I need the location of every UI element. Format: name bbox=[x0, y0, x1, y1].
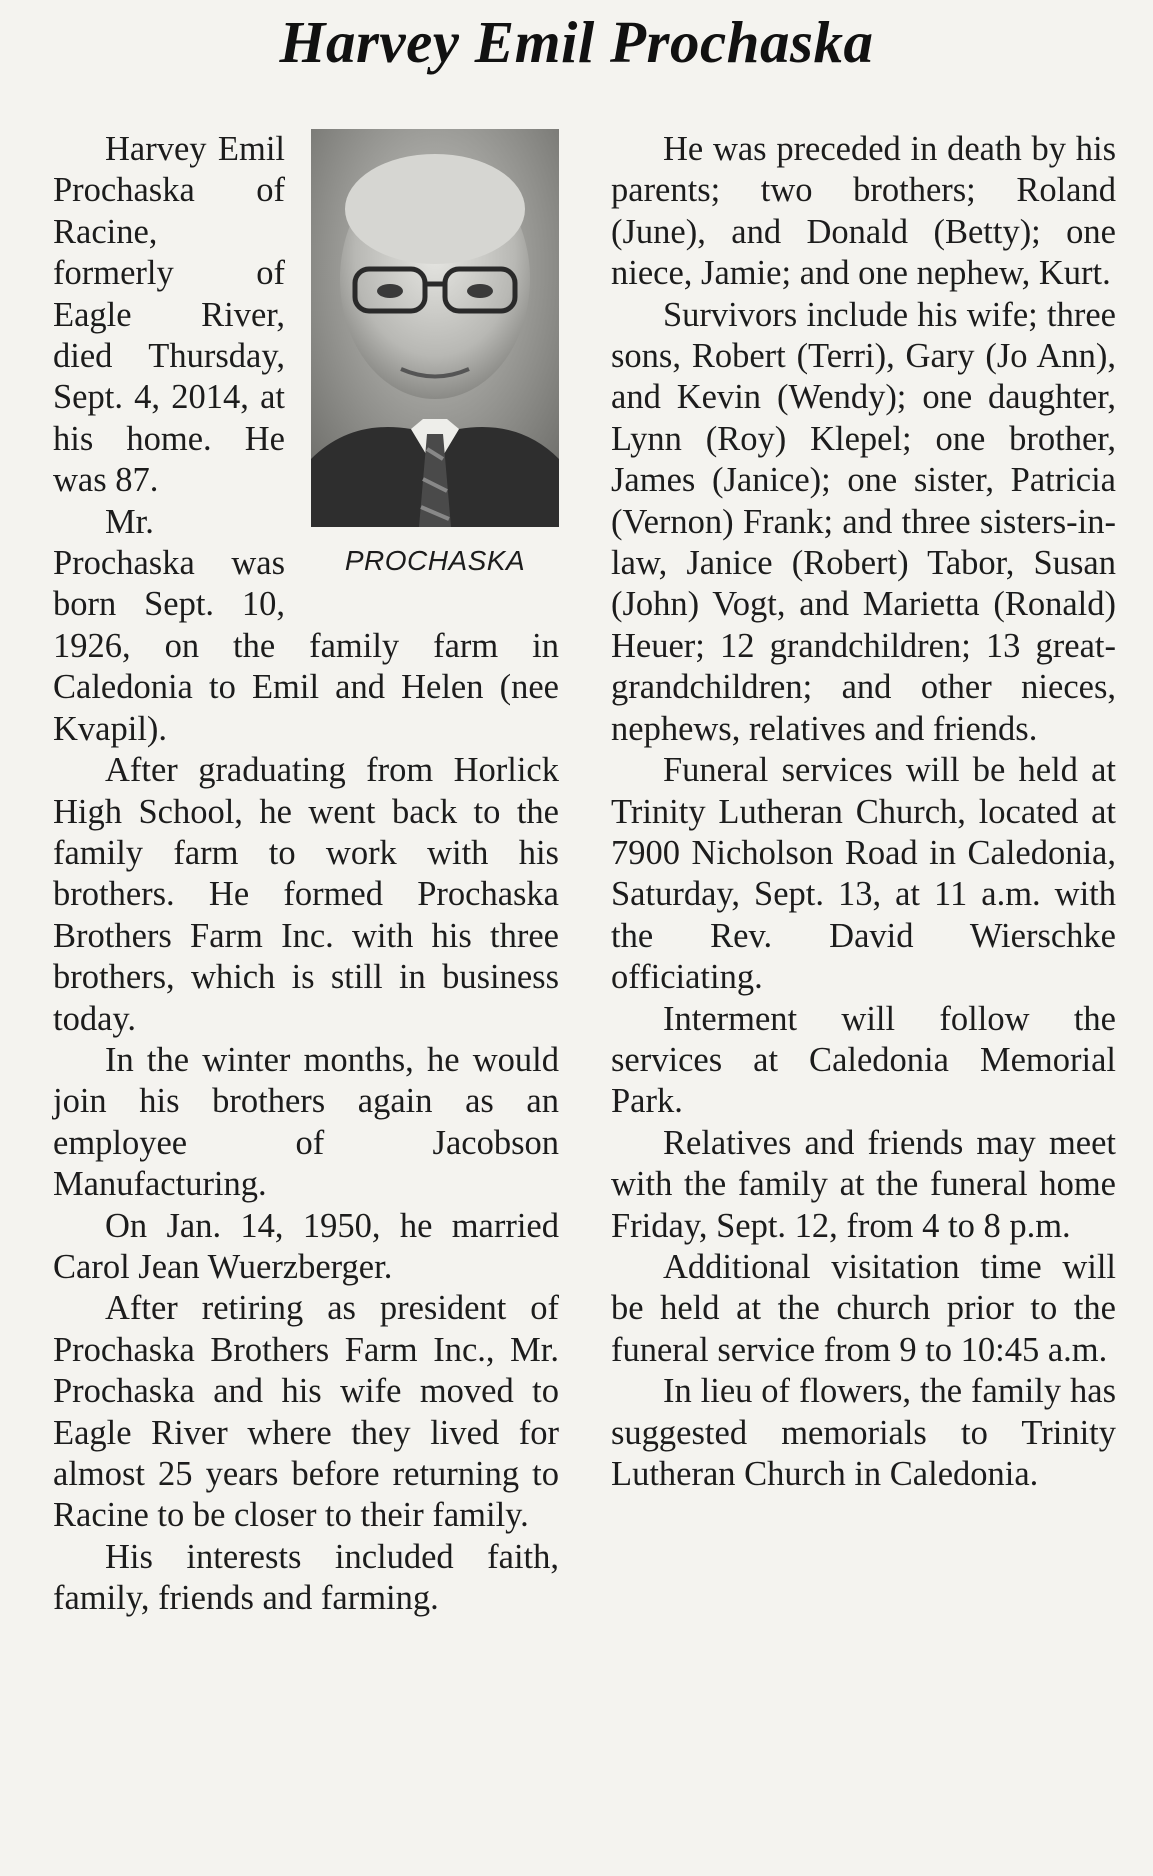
paragraph: On Jan. 14, 1950, he married Carol Jean Wuerzberger. bbox=[53, 1206, 559, 1286]
paragraph: Interment will follow the services at Caledonia Memorial Park. bbox=[611, 999, 1116, 1121]
paragraph: In lieu of flowers, the family has suggested memorials to Trinity Lutheran Church in Caledonia. bbox=[611, 1372, 1116, 1493]
paragraph: Survivors include his wife; three sons, Robert (Terri), Gary (Jo Ann), and Kevin (Wendy); one daughter, Lynn (Roy) Klepel; one brother, James (Janice); one sister, Patricia (Vernon) Frank; and three sisters-in-law, Janice (Robert) Tabor, Susan (John) Vogt, and Marietta (Ronald) Heuer; 12 grandchildren; 13 great-grandchildren; and other nieces, nephews, relatives and friends. bbox=[611, 295, 1116, 748]
paragraph: He was preceded in death by his parents; two brothers; Roland (June), and Donald (Betty); one niece, Jamie; and one nephew, Kurt. bbox=[611, 130, 1116, 293]
paragraph: Relatives and friends may meet with the family at the funeral home Friday, Sept. 12, from 4 to 8 p.m. bbox=[611, 1123, 1116, 1245]
paragraph: Mr. Prochaska was born Sept. 10, 1926, on the family farm in Caledonia to Emil and Helen (nee Kvapil). bbox=[53, 502, 559, 748]
obituary-headline: Harvey Emil Prochaska bbox=[279, 9, 874, 75]
left-column bbox=[53, 129, 559, 1620]
portrait-block bbox=[297, 129, 559, 591]
paragraph: In the winter months, he would join his brothers again as an employee of Jacobson Manufacturing. bbox=[53, 1040, 559, 1204]
right-column bbox=[611, 129, 1116, 1495]
portrait-caption: PROCHASKA bbox=[344, 545, 526, 576]
paragraph: Funeral services will be held at Trinity Lutheran Church, located at 7900 Nicholson Road in Caledonia, Saturday, Sept. 13, at 11 a.m. with the Rev. David Wierschke officiating. bbox=[611, 751, 1116, 997]
portrait-photo bbox=[311, 129, 559, 527]
paragraph: After graduating from Horlick High School, he went back to the family farm to work with his brothers. He formed Prochaska Brothers Farm Inc. with his three brothers, which is still in business today. bbox=[53, 751, 559, 1038]
paragraph: After retiring as president of Prochaska Brothers Farm Inc., Mr. Prochaska and his wife moved to Eagle River where they lived for almost 25 years before returning to Racine to be closer to their family. bbox=[53, 1289, 559, 1535]
paragraph: His interests included faith, family, friends and farming. bbox=[53, 1537, 559, 1618]
paragraph: Harvey Emil Prochaska of Racine, formerly of Eagle River, died Thursday, Sept. 4, 2014, at his home. He was 87. bbox=[53, 130, 285, 500]
paragraph: Additional visitation time will be held at the church prior to the funeral service from 9 to 10:45 a.m. bbox=[611, 1247, 1116, 1369]
